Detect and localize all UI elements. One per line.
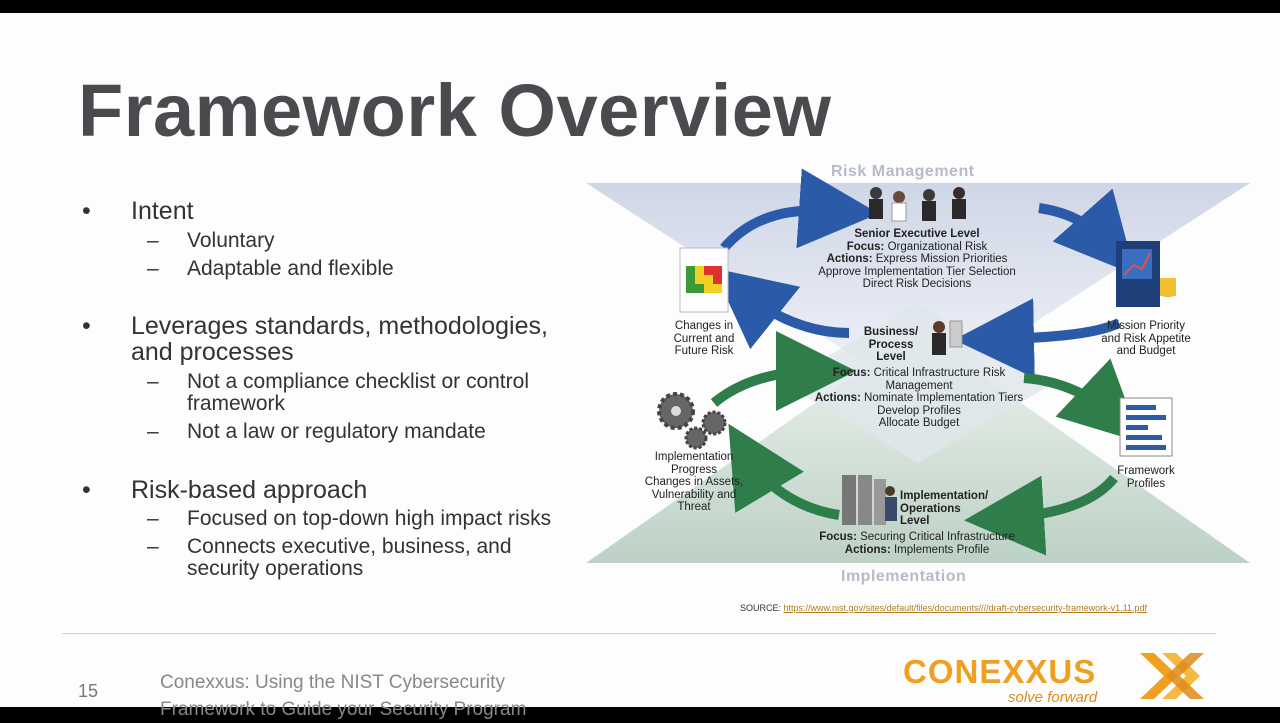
senior-focus: Organizational Risk	[887, 240, 988, 253]
operations-level	[804, 531, 1030, 556]
sub-bullet-text: Focused on top-down high impact risks	[187, 507, 552, 530]
dash-marker: –	[147, 257, 159, 280]
label-line: Mission Priority	[1107, 320, 1185, 332]
label-line: and Risk Appetite	[1101, 332, 1191, 345]
mission-priority-label	[1096, 320, 1196, 358]
bullet-marker: •	[82, 197, 91, 225]
dash-marker: –	[147, 507, 159, 530]
slide	[0, 13, 1280, 720]
footer-divider	[62, 633, 1216, 634]
label-line: Future Risk	[674, 345, 734, 357]
framework-profiles-icon	[1120, 398, 1172, 456]
slide-number: 15	[78, 681, 99, 701]
dash-marker: –	[147, 229, 159, 252]
conexxus-logo-text: CONEXXUS	[903, 653, 1097, 690]
senior-heading: Senior Executive Level	[854, 228, 980, 240]
risk-management-diagram	[584, 153, 1252, 593]
risk-management-label: Risk Management	[831, 163, 975, 180]
label-line: and Budget	[1116, 345, 1176, 357]
business-action: Develop Profiles	[877, 404, 961, 417]
business-focus: Management	[885, 379, 953, 392]
label-line: Progress	[670, 463, 718, 476]
label-line: Vulnerability and	[651, 488, 737, 501]
implementation-label: Implementation	[841, 568, 967, 585]
dash-marker: –	[147, 370, 159, 393]
label-line: Current and	[673, 332, 735, 345]
business-process-level	[806, 367, 1032, 430]
label-line: Threat	[677, 501, 711, 513]
risk-heatmap-document-icon	[680, 248, 728, 312]
dash-marker: –	[147, 420, 159, 443]
senior-action: Express Mission Priorities	[875, 253, 1008, 265]
operations-focus: Securing Critical Infrastructure	[860, 531, 1015, 543]
operations-heading: Level	[900, 515, 930, 527]
source-label: SOURCE:	[740, 603, 782, 613]
bullet-marker: •	[82, 476, 91, 504]
sub-bullet-text: security operations	[187, 557, 364, 580]
label-line: Changes in Assets,	[644, 476, 744, 488]
arrow-business-to-profiles	[1024, 378, 1112, 415]
senior-executive-level	[804, 228, 1030, 291]
actions-label: Actions:	[814, 392, 861, 404]
senior-action: Direct Risk Decisions	[862, 278, 972, 290]
dash-marker: –	[147, 535, 159, 558]
senior-action: Approve Implementation Tier Selection	[818, 265, 1016, 278]
bullet-text: Intent	[131, 197, 194, 225]
source-citation	[740, 603, 1147, 613]
operations-level-heading	[900, 490, 1000, 528]
changes-in-risk-label	[664, 320, 744, 358]
bullet-text: Leverages standards, methodologies,	[131, 312, 548, 340]
slide-title: Framework Overview	[78, 69, 832, 152]
focus-label: Focus:	[819, 531, 857, 543]
sub-bullet-text: Connects executive, business, and	[187, 535, 512, 558]
business-focus: Critical Infrastructure Risk	[873, 367, 1006, 379]
conexxus-tagline: solve forward	[1008, 689, 1098, 706]
label-line: Implementation	[654, 451, 734, 463]
sub-bullet-text: Not a law or regulatory mandate	[187, 420, 486, 443]
budget-binder-icon	[1116, 241, 1176, 307]
business-action: Allocate Budget	[878, 417, 960, 429]
label-line: Framework	[1117, 465, 1175, 477]
actions-label: Actions:	[826, 253, 873, 265]
implementation-progress-label	[639, 451, 749, 514]
business-heading: Process	[868, 338, 914, 351]
footer-title: Conexxus: Using the NIST Cybersecurity Framework to Guide your Security Program	[160, 672, 527, 720]
business-heading: Business/	[863, 326, 919, 338]
label-line: Profiles	[1126, 477, 1166, 490]
operations-heading: Operations	[900, 502, 961, 515]
sub-bullet-text: Not a compliance checklist or control	[187, 370, 529, 393]
bullet-text: and processes	[131, 338, 294, 366]
operations-action: Implements Profile	[893, 543, 990, 556]
bullet-marker: •	[82, 312, 91, 340]
sub-bullet-text: Adaptable and flexible	[187, 257, 394, 280]
bullet-text: Risk-based approach	[131, 476, 368, 504]
business-action: Nominate Implementation Tiers	[864, 392, 1024, 404]
focus-label: Focus:	[832, 367, 871, 379]
focus-label: Focus:	[846, 240, 885, 253]
business-heading: Level	[876, 351, 906, 363]
sub-bullet-text: Voluntary	[187, 229, 275, 252]
label-line: Changes in	[674, 320, 734, 332]
conexxus-logo-icon	[1140, 651, 1216, 701]
source-link[interactable]: https://www.nist.gov/sites/default/files/documents////draft-cybersecurity-framework-v1.11.pdf	[783, 603, 1148, 613]
actions-label: Actions:	[844, 543, 891, 556]
operations-heading: Implementation/	[900, 490, 989, 502]
framework-profiles-label	[1106, 465, 1186, 490]
business-process-level-heading	[854, 326, 928, 364]
sub-bullet-text: framework	[187, 392, 286, 415]
